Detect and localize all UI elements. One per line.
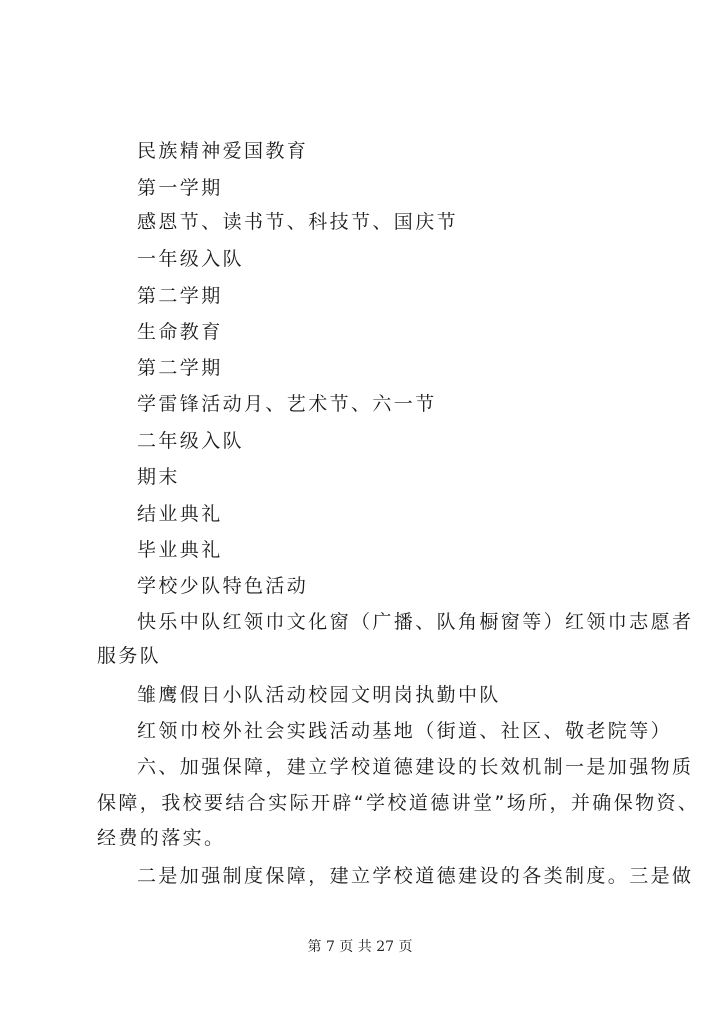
text-line: 雏鹰假日小队活动校园文明岗执勤中队 (137, 684, 501, 706)
text-line: 结业典礼 (137, 503, 223, 525)
text-line: 六、加强保障，建立学校道德建设的长效机制一是加强物质 (137, 756, 694, 778)
text-line: 民族精神爱国教育 (137, 140, 309, 162)
text-line: 第二学期 (137, 357, 223, 379)
text-line: 保障，我校要结合实际开辟“学校道德讲堂”场所，并确保物资、 (97, 792, 700, 814)
page-number-footer: 第 7 页 共 27 页 (307, 939, 413, 955)
text-line: 二年级入队 (137, 430, 245, 452)
text-line: 二是加强制度保障，建立学校道德建设的各类制度。三是做 (137, 865, 694, 887)
text-line: 感恩节、读书节、科技节、国庆节 (137, 211, 459, 233)
text-line: 生命教育 (137, 321, 223, 343)
text-line: 快乐中队红领巾文化窗（广播、队角橱窗等）红领巾志愿者 (137, 611, 694, 633)
text-line: 经费的落实。 (97, 827, 226, 849)
text-line: 第二学期 (137, 285, 223, 307)
text-line: 学雷锋活动月、艺术节、六一节 (137, 393, 437, 415)
text-line: 毕业典礼 (137, 539, 223, 561)
text-line: 一年级入队 (137, 248, 245, 270)
text-line: 学校少队特色活动 (137, 575, 309, 597)
text-line: 服务队 (97, 645, 162, 667)
text-line: 期末 (137, 466, 180, 488)
text-line: 第一学期 (137, 177, 223, 199)
text-line: 红领巾校外社会实践活动基地（街道、社区、敬老院等） (137, 720, 673, 742)
